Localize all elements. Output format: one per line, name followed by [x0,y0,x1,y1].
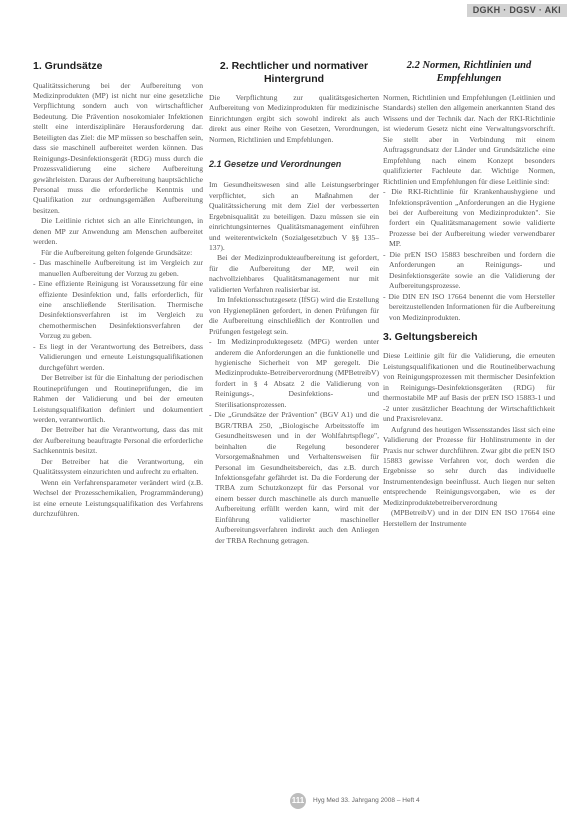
list-item: - Das maschinelle Aufbereitung ist im Vergleich zur manuellen Aufbereitung der Vorzug zu geben. [33,258,203,279]
column-3 [383,60,555,529]
subsection-heading-gesetze: 2.1 Gesetze und Verordnungen [209,159,342,170]
paragraph: Die Leitlinie richtet sich an alle Einrichtungen, in denen MP zur Anwendung am Menschen aufbereitet werden. [33,216,203,247]
list-item: - Die DIN EN ISO 17664 benennt die vom Hersteller bereitzustellenden Informationen für die Aufbereitung von Medizinprodukten. [383,292,555,323]
journal-header-label: DGKH · DGSV · AKI [467,4,567,17]
page-number: 111 [290,793,306,809]
column-2 [209,60,379,546]
paragraph: Aufgrund des heutigen Wissensstandes lässt sich eine Validierung der Prozesse für Hohlinstrumente in der Praxis nur schwer durchführen. Zwar gibt die prEN ISO 15883 gewisse Verfahren vor, doch werden die Ergebnisse so sehr durch das individuelle Instrumentendesign beeinflusst. Auch liegen nur selten entsprechende Reinigungsvorgaben, wie es der Medizinproduktebetreiberverordnung [383,424,555,507]
paragraph: (MPBetreibV) und in der DIN EN ISO 17664 eine Herstellern der Instrumente [383,508,555,528]
page-footer [0,793,573,813]
list-item: - Eine effiziente Reinigung ist Voraussetzung für eine effiziente Desinfektion und, falls erforderlich, für eine anschließende Sterilisation. Thermische Desinfektionsverfahren ist im Vergleich zu chemothermischen Desinfektionsverfahren der Vorzug zu geben. [33,279,203,342]
paragraph: Wenn ein Verfahrensparameter verändert wird (z.B. Wechsel der Prozesschemikalien, Programmänderung) ist eine erneute Leistungsqualifikation des Verfahrens durchzuführen. [33,477,203,519]
section-heading-geltungsbereich: 3. Geltungsbereich [383,330,478,343]
paragraph: Der Betreiber hat die Verantwortung, dass das mit der Aufbereitung beauftragte Personal die erforderliche Sachkenntnis besitzt. [33,425,203,456]
spacer [383,323,555,331]
bullet-list [209,337,379,546]
list-item: - Im Medizinproduktegesetz (MPG) werden unter anderem die Anforderungen an die funktionelle und hygienische Sicherheit von MP geregelt. Die Medizinprodukte-Betreiberverordnung (MPBetreibV) fordert in § 4 Absatz 2 die Validierung von Reinigungs-, Desinfektions- und Sterilisationsprozessen. [209,337,379,410]
list-item: - Es liegt in der Verantwortung des Betreibers, dass Validierungen und erneute Leistungsqualifikationen durchgeführt werden. [33,342,203,373]
paragraph: Im Gesundheitswesen sind alle Leistungserbringer verpflichtet, sich an Maßnahmen der Qualitätssicherung mit dem Ziel der verbesserten Ergebnisqualität zu beteiligen. Dazu müssen sie ein einrichtungsinternes Qualitätsmanagement einführen und weiterentwickeln (Sozialgesetzbuch V §§ 135–137). [209,180,379,252]
paragraph: Diese Leitlinie gilt für die Validierung, die erneuten Leistungsqualifikationen und die Routineüberwachung von Reinigungsprozessen mit thermischer Desinfektion in Reinigungs-Desinfektionsgeräten (RDG) für thermostabile MP auf Basis der prEN ISO 15883-1 und -2 unter zusätzlicher Beachtung der Wirtschaftlichkeit und Praxisrelevanz. [383,351,555,424]
paragraph: Normen, Richtlinien und Empfehlungen (Leitlinien und Standards) stellen den allgemein anerkannten Stand des Wissens und der Technik dar. Nach der RKI-Richtlinie ist wiederum Gesetz nicht eine Verwaltungsvorschrift. Sie stellt aber in Verbindung mit einem Auftragsgrundsatz der Länder und Grundsätzliche eine Empfehlung nach einem Konzept besonders qualifizierter Fachleute dar. Wichtige Normen, Richtlinien und Empfehlungen für diese Leitlinie sind: [383,93,555,186]
paragraph: Qualitätssicherung bei der Aufbereitung von Medizinprodukten (MP) ist nicht nur eine gesetzliche Verpflichtung sondern auch von wirtschaftlicher Bedeutung. Die Prävention nosokomialer Infektionen stellt eine interdisziplinäre Herausforderung dar. Beteiligten das Ziel: die MP müssen so beschaffen sein, dass sie maschinell aufbereitet werden können. Das Reinigungs-Desinfektionsgerät (RDG) muss durch die Prozessvalidierung eine sichere Aufbereitung gewährleisten. Daraus der Aufbereitung hauptsächliche Personal muss die erforderliche Kenntnis und Qualifikation zur ordnungsgemäßen Aufbereitung besitzen. [33,80,203,215]
list-item: - Die prEN ISO 15883 beschreiben und fordern die Anforderungen an Reinigungs- und Desinfektionsgeräte sowie an die Validierung der Aufbereitungsprozesse. [383,250,555,292]
bullet-list [33,258,203,373]
section-heading-grundsaetze: 1. Grundsätze [33,60,103,72]
column-1 [33,60,203,520]
paragraph: Die Verpflichtung zur qualitätsgesicherten Aufbereitung von Medizinprodukten für medizinische Einrichtungen ergibt sich sowohl indirekt als auch direkt aus einer Reihe von Gesetzen, Verordnungen, Normen, Richtlinien und Empfehlungen. [209,93,379,144]
paragraph: Für die Aufbereitung gelten folgende Grundsätze: [41,247,193,257]
page-header [0,0,573,18]
paragraph: Im Infektionsschutzgesetz (IfSG) wird die Erstellung von Hygieneplänen gefordert, in denen Prüfungen für die Aufbereitung einschließlich der Kontrollen und Prüfungen festgelegt sein. [209,295,379,336]
section-heading-rechtlicher-hintergrund: 2. Rechtlicher und normativer Hintergrund [219,60,369,85]
paragraph: Bei der Medizinprodukteaufbereitung ist gefordert, für die Aufbereitung der MP, weil ein nachvollziehbares Qualitätsmanagement nur mit validierten Verfahren realisierbar ist. [209,253,379,294]
paragraph: Der Betreiber ist für die Einhaltung der periodischen Routineprüfungen und Routineprüfungen, die im Rahmen der Validierung und bei der erneuten Leistungsqualifikation definiert und dokumentiert werden, verantwortlich. [33,373,203,424]
section-heading-normen: 2.2 Normen, Richtlinien und Empfehlungen [406,60,532,84]
journal-citation: Hyg Med 33. Jahrgang 2008 – Heft 4 [313,797,420,804]
paragraph: Der Betreiber hat die Verantwortung, ein Qualitätssystem einzurichten und aufrecht zu erhalten. [33,456,203,477]
list-item: - Die RKI-Richtlinie für Krankenhaushygiene und Infektionsprävention „Anforderungen an die Hygiene bei der Aufbereitung von Medizinprodukten". Sie fordert ein Qualitätsmanagement sowie validierte Prozesse bei der Aufbereitung wieder verwendbarer MP. [383,187,555,250]
list-item: - Die „Grundsätze der Prävention" (BGV A1) und die BGR/TRBA 250, „Biologische Arbeitsstoffe im Gesundheitswesen und in der Wohlfahrtspflege", beinhalten die Regelung besonderer Vorsorgemaßnahmen und Verhaltensweisen für Personal im Gesundheitsbereich, das z.B. durch Infektionsgefahr gefährdet ist. Da die Forderung der TRBA zum Schutzkonzept für das Personal vor einem besser durch maschinelle als durch manuelle Aufbereitung erfüllt werden kann, wird mit der Einführung validierter maschineller Aufbereitungsverfahren indirekt auch den Anliegen der TRBA Rechnung getragen. [209,410,379,546]
bullet-list [383,187,555,323]
